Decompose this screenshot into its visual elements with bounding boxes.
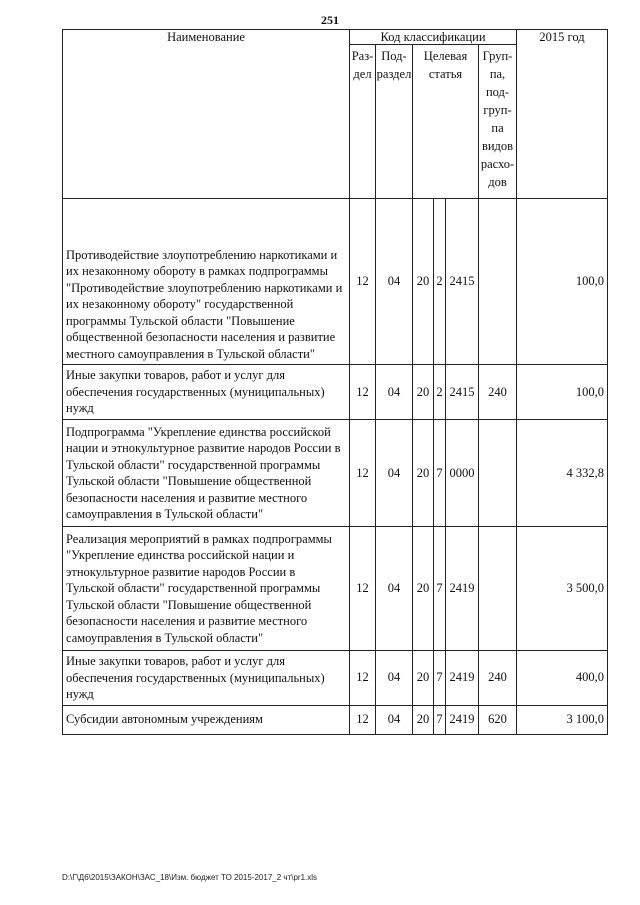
row-target-program: 20	[413, 527, 434, 651]
row-expense-group: 620	[479, 705, 517, 734]
header-section: Раз-дел	[350, 45, 376, 199]
row-target-subprogram: 2	[434, 199, 446, 365]
row-target-program: 20	[413, 365, 434, 420]
row-target-program: 20	[413, 199, 434, 365]
table-row	[63, 365, 608, 420]
row-target-code: 0000	[446, 420, 479, 527]
row-section: 12	[350, 199, 376, 365]
row-name: Иные закупки товаров, работ и услуг для обеспечения государственных (муниципальных) нужд	[63, 651, 350, 706]
row-target-code: 2415	[446, 199, 479, 365]
row-section: 12	[350, 705, 376, 734]
header-year: 2015 год	[517, 30, 608, 199]
row-subsection: 04	[376, 199, 413, 365]
row-section: 12	[350, 365, 376, 420]
row-expense-group: 240	[479, 365, 517, 420]
row-expense-group: 240	[479, 651, 517, 706]
table-row	[63, 527, 608, 651]
table-row	[63, 199, 608, 365]
row-target-program: 20	[413, 705, 434, 734]
page-number: 251	[321, 13, 339, 27]
row-name: Подпрограмма "Укрепление единства российской нации и этнокультурное развитие народов России в Тульской области" государственной программы Тульской области "Повышение общественной безопасности населения и развитие местного самоуправления в Тульской области"	[63, 420, 350, 527]
row-target-subprogram: 7	[434, 527, 446, 651]
row-section: 12	[350, 420, 376, 527]
row-subsection: 04	[376, 705, 413, 734]
header-name: Наименование	[63, 30, 350, 199]
row-target-subprogram: 2	[434, 365, 446, 420]
row-name: Реализация мероприятий в рамках подпрограммы "Укрепление единства российской нации и этнокультурное развитие народов России в Тульской области" государственной программы Тульской области "Повышение общественной безопасности населения и развитие местного самоуправления в Тульской области"	[63, 527, 350, 651]
row-subsection: 04	[376, 527, 413, 651]
budget-table	[62, 29, 608, 735]
header-classification: Код классификации	[350, 30, 517, 45]
row-name: Иные закупки товаров, работ и услуг для обеспечения государственных (муниципальных) нужд	[63, 365, 350, 420]
row-expense-group	[479, 420, 517, 527]
row-target-code: 2419	[446, 705, 479, 734]
row-target-program: 20	[413, 651, 434, 706]
row-amount: 4 332,8	[517, 420, 608, 527]
row-amount: 100,0	[517, 199, 608, 365]
row-target-code: 2419	[446, 651, 479, 706]
file-path-footer: D:\Г\Д6\2015\ЗАКОН\ЗАС_18\Изм. бюджет ТО 2015-2017_2 чт\pr1.xls	[62, 873, 318, 882]
row-section: 12	[350, 527, 376, 651]
row-expense-group	[479, 527, 517, 651]
header-target-article: Целевая статья	[413, 45, 479, 199]
row-subsection: 04	[376, 420, 413, 527]
row-amount: 3 100,0	[517, 705, 608, 734]
table-row	[63, 705, 608, 734]
row-amount: 400,0	[517, 651, 608, 706]
header-expense-group: Груп-па, под-груп-па видов расхо-дов	[479, 45, 517, 199]
row-name: Субсидии автономным учреждениям	[63, 705, 350, 734]
row-target-code: 2419	[446, 527, 479, 651]
row-expense-group	[479, 199, 517, 365]
row-name: Противодействие злоупотреблению наркотиками и их незаконному обороту в рамках подпрограммы "Противодействие злоупотреблению наркотиками и их незаконному обороту" государственной программы Тульской области "Повышение общественной безопасности населения и развитие местного самоуправления в Тульской области"	[63, 199, 350, 365]
row-target-subprogram: 7	[434, 651, 446, 706]
row-amount: 100,0	[517, 365, 608, 420]
row-target-subprogram: 7	[434, 420, 446, 527]
row-subsection: 04	[376, 365, 413, 420]
row-target-subprogram: 7	[434, 705, 446, 734]
row-subsection: 04	[376, 651, 413, 706]
row-amount: 3 500,0	[517, 527, 608, 651]
table-row	[63, 651, 608, 706]
header-subsection: Под-раздел	[376, 45, 413, 199]
row-section: 12	[350, 651, 376, 706]
table-row	[63, 420, 608, 527]
row-target-code: 2415	[446, 365, 479, 420]
row-target-program: 20	[413, 420, 434, 527]
